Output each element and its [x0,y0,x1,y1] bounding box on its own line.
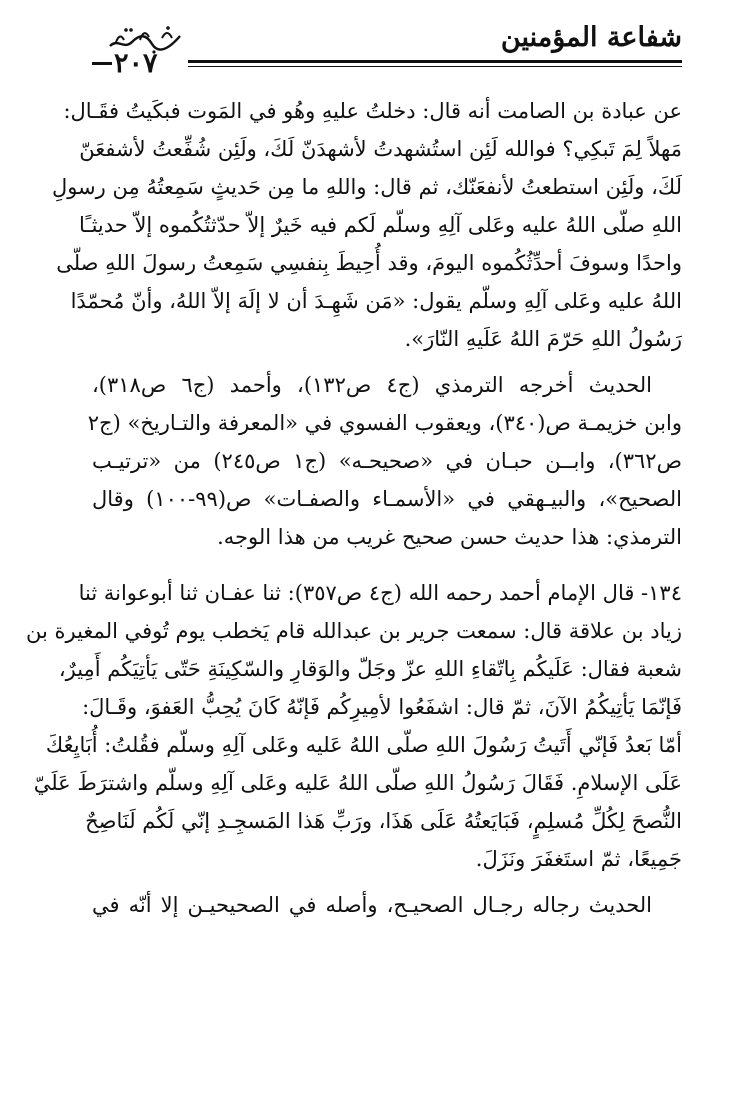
text-line: مَهلاً لِمَ تَبكِي؟ فوالله لَئِن استُشهدتُ لأشهدَنّ لَكَ، ولَئِن شُفِّعتُ لأشفعَنّ [79,137,682,161]
text-line: الترمذي: هذا حديث حسن صحيح غريب من هذا الوجه. [217,525,682,549]
text-line: الحديث رجاله رجـال الصحيـح، وأصله في الصحيحيـن إلا أنّه في [92,893,652,917]
text-line: رَسُولُ اللهِ حَرّمَ اللهُ عَلَيهِ النّارَ». [404,327,682,351]
text-line: وابن خزيمـة ص(٣٤٠)، ويعقوب الفسوي في «المعرفة والتـاريخ» (ج٢ [87,411,682,435]
page-number: ٢٠٧ [114,48,158,79]
paragraph-hadith-text [51,92,682,358]
header-rule-left [92,62,112,65]
header-rule-thick [188,60,682,63]
text-line: جَمِيعًا، ثمّ استَغفَرَ ونَزَلَ. [475,847,682,871]
text-line: اللهُ عليه وعَلى آلِهِ وسلّم يقول: «مَن شَهِـدَ أن لا إلَهَ إلاّ اللهُ، وأنّ مُحمّدًا [70,289,682,313]
text-line: اللهِ صلّى اللهُ عليه وعَلى آلِهِ وسلّم لَكم فيه خَيرٌ إلاّ حدّثتُكُموه إلاّ حديثـًا [79,213,682,237]
text-line: الصحيح»، والبيـهقي في «الأسمـاء والصفـات» ص(٩٩-١٠٠) وقال [92,487,682,511]
paragraph-takhrij [87,366,682,556]
text-line: أمّا بَعدُ فَإنّي أَتَيتُ رَسُولَ اللهِ صلّى اللهُ عَليه وعَلى آلِهِ وسلّم فقُلتُ: أُبَايِعُكَ [45,733,682,757]
text-line: عن عبادة بن الصامت أنه قال: دخلتُ عليهِ وهُو في المَوت فبكَيتُ فقَـال: [63,99,682,123]
page-header [92,18,682,84]
text-line: زياد بن علاقة قال: سمعت جرير بن عبدالله قام يَخطب يوم تُوفي المغيرة بن [25,619,682,643]
text-line: ١٣٤- قال الإمام أحمد رحمه الله (ج٤ ص٣٥٧): ثنا عفـان ثنا أبوعوانة ثنا [78,581,682,605]
text-line: واحدًا وسوفَ أحدِّثُكُموه اليومَ، وقد أُحِيطَ بِنفسِي سَمِعتُ رسولَ اللهِ صلّى [56,251,682,275]
page-body [25,92,682,924]
text-line: عَلَى الإسلامِ. فَقَالَ رَسُولُ اللهِ صلّى اللهُ عَليه وعَلى آلِهِ وسلّم واشترَطَ عَلَيّ [33,771,682,795]
text-line: ص٣٦٢)، وابــن حبـان في «صحيحـه» (ج١ ص٢٤٥) من «ترتيـب [92,449,682,473]
text-line: لَكَ، ولَئِن استطعتُ لأنفعَنّك، ثم قال: واللهِ ما مِن حَديثٍ سَمِعتُهُ مِن رسولِ [51,175,682,199]
book-title: شفاعة المؤمنين [500,22,682,53]
text-line: شعبة فقال: عَلَيكُم بِاتّقاءِ اللهِ عزّ وجَلّ والوَقارِ والسّكِينَةِ حَتّى يَأتِيَكُم أَمِيرٌ، [58,657,682,681]
header-rule-thin [188,66,682,67]
text-line: الحديث أخرجه الترمذي (ج٤ ص١٣٢)، وأحمد (ج٦ ص٣١٨)، [92,373,652,397]
text-line: النُّصحَ لِكُلِّ مُسلِمٍ، فَبَايَعتُهُ عَلَى هَذَا، ورَبِّ هَذا المَسجِـدِ إنّي لَكُم لَنَاصِحٌ [85,809,682,833]
text-line: فَإنّمَا يَأتِيكُمُ الآنَ، ثمّ قال: اشفَعُوا لأمِيرِكُم فَإنّهُ كَانَ يُحِبُّ العَفوَ، وقَـالَ: [82,695,682,719]
paragraph-grading [92,886,682,924]
paragraph-hadith-134 [25,574,682,878]
